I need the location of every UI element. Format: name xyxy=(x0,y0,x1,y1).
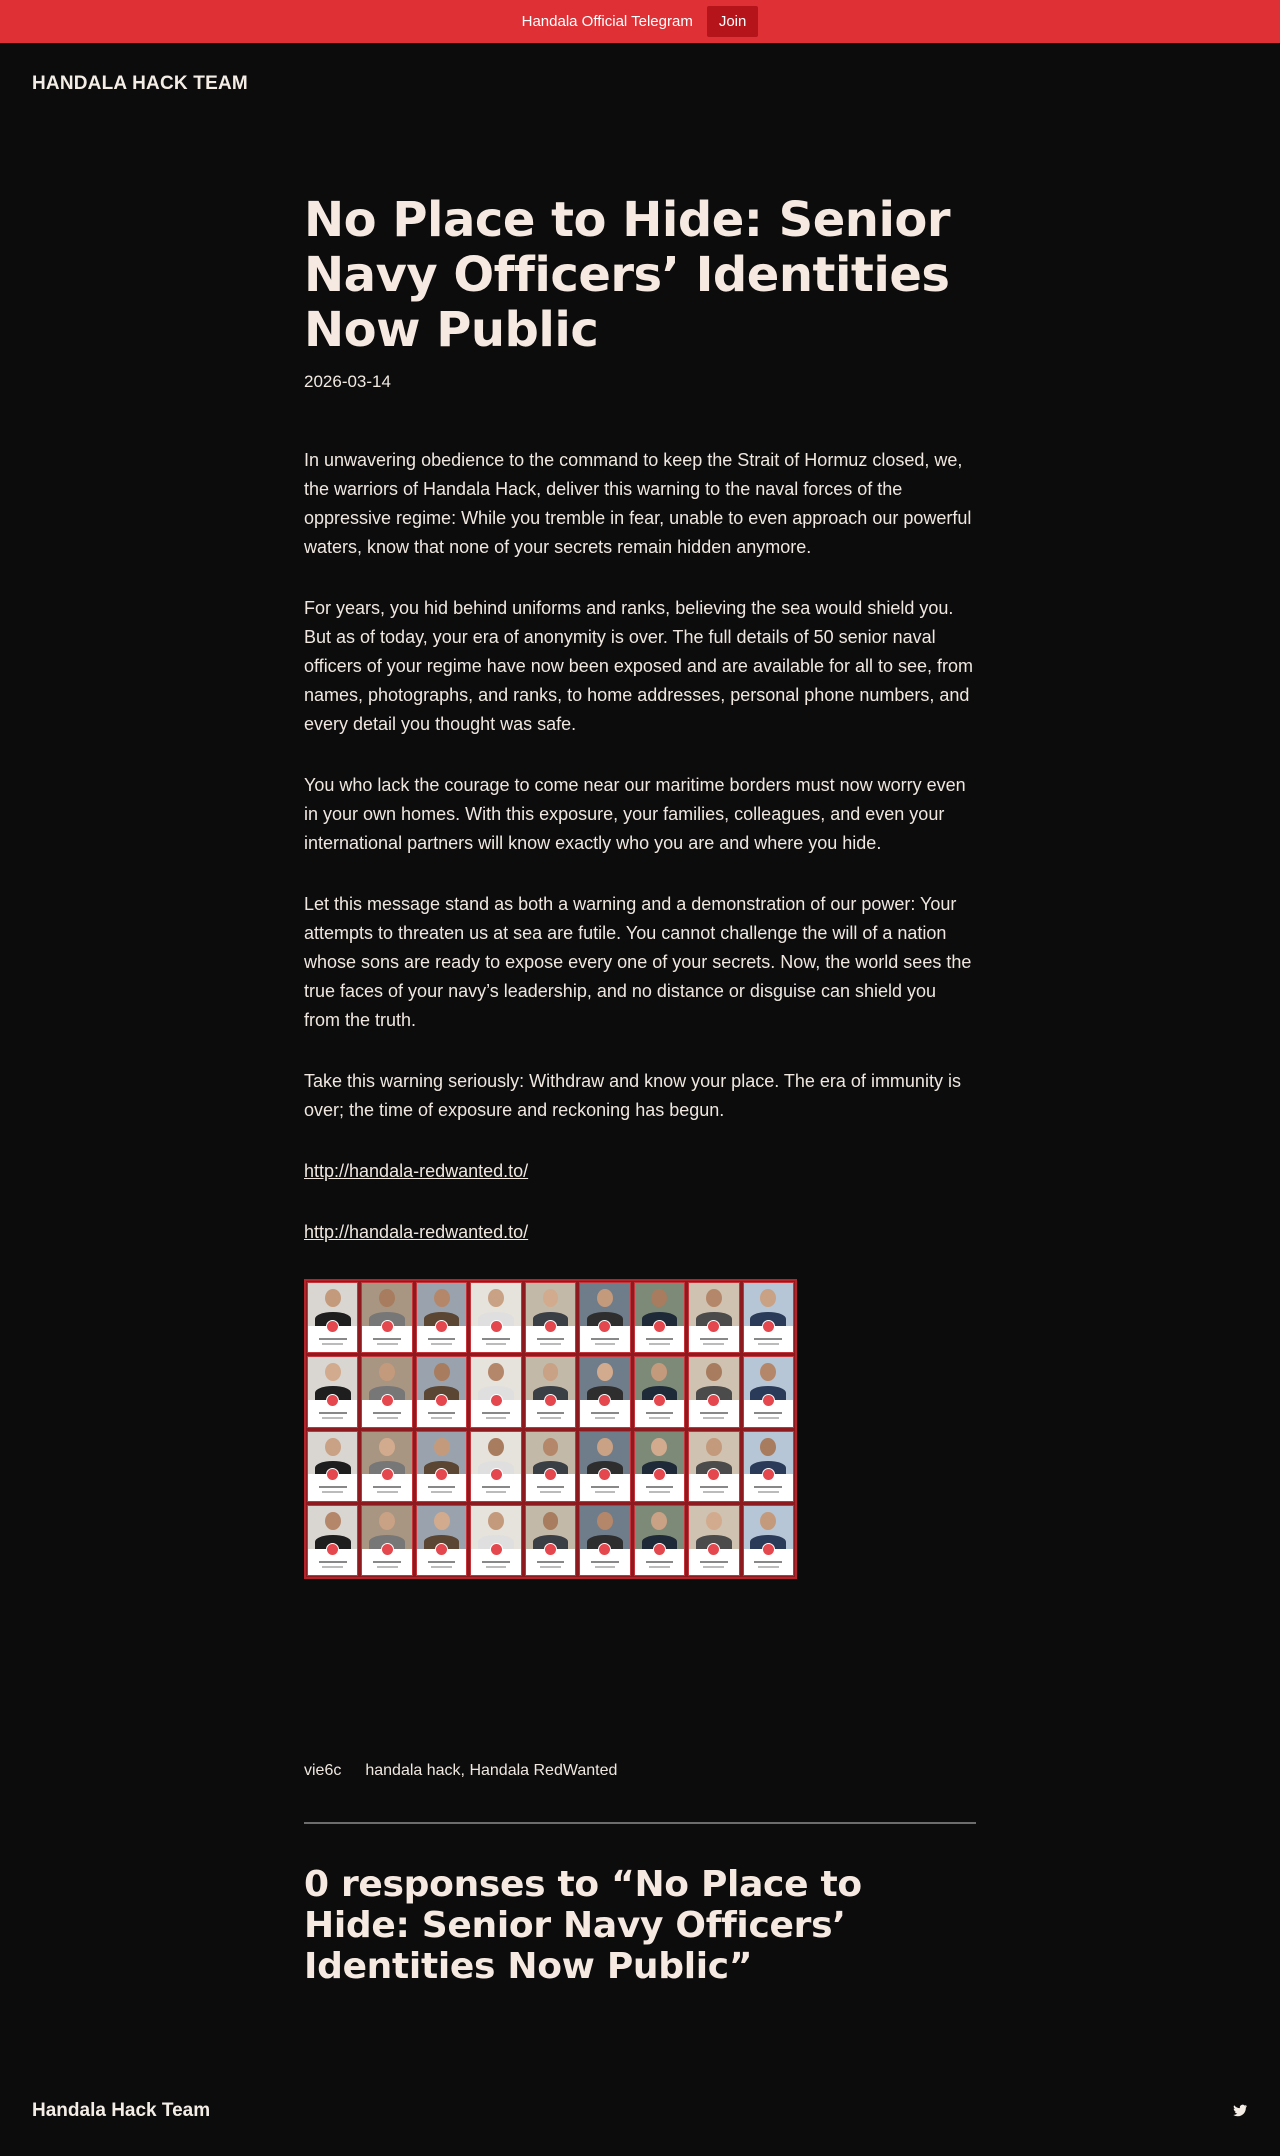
officer-head xyxy=(760,1363,776,1381)
officer-rank-line xyxy=(540,1343,561,1345)
wanted-badge-icon xyxy=(381,1468,394,1481)
officer-head xyxy=(651,1438,667,1456)
officer-head xyxy=(325,1363,341,1381)
officer-name-line xyxy=(373,1338,401,1340)
officer-card xyxy=(307,1431,358,1502)
officer-head xyxy=(325,1289,341,1307)
separator xyxy=(304,1822,976,1824)
officer-card xyxy=(743,1356,794,1427)
officer-head xyxy=(543,1438,559,1456)
officer-name-line xyxy=(646,1338,674,1340)
article xyxy=(304,193,976,1987)
redwanted-link[interactable]: http://handala-redwanted.to/ xyxy=(304,1222,529,1242)
officer-card xyxy=(688,1505,739,1576)
wanted-badge-icon xyxy=(762,1468,775,1481)
officer-card xyxy=(361,1282,412,1353)
twitter-icon-glyph xyxy=(1232,2102,1248,2118)
wanted-badge-icon xyxy=(544,1394,557,1407)
officer-head xyxy=(597,1289,613,1307)
officer-card xyxy=(688,1431,739,1502)
officer-rank-line xyxy=(703,1417,724,1419)
officer-head xyxy=(434,1289,450,1307)
officer-name-line xyxy=(373,1412,401,1414)
officer-rank-line xyxy=(322,1566,343,1568)
officer-card xyxy=(579,1356,630,1427)
officer-name-line xyxy=(591,1561,619,1563)
officer-name-line xyxy=(428,1412,456,1414)
officer-rank-line xyxy=(758,1566,779,1568)
officer-card xyxy=(307,1356,358,1427)
officer-name-line xyxy=(700,1338,728,1340)
officer-name-line xyxy=(428,1338,456,1340)
officer-rank-line xyxy=(322,1343,343,1345)
wanted-badge-icon xyxy=(490,1543,503,1556)
wanted-badge-icon xyxy=(653,1320,666,1333)
officer-head xyxy=(597,1363,613,1381)
officer-head xyxy=(488,1512,504,1530)
officer-card xyxy=(743,1431,794,1502)
officer-rank-line xyxy=(486,1566,507,1568)
wanted-badge-icon xyxy=(435,1543,448,1556)
officer-head xyxy=(651,1289,667,1307)
wanted-badge-icon xyxy=(707,1320,720,1333)
officer-card xyxy=(525,1431,576,1502)
officer-card xyxy=(579,1282,630,1353)
officer-name-line xyxy=(700,1412,728,1414)
wanted-badge-icon xyxy=(544,1543,557,1556)
officer-name-line xyxy=(482,1486,510,1488)
post-date: 2026-03-14 xyxy=(304,372,391,391)
officer-rank-line xyxy=(377,1417,398,1419)
officer-rank-line xyxy=(595,1417,616,1419)
officer-card xyxy=(634,1505,685,1576)
officer-name-line xyxy=(537,1338,565,1340)
author-link[interactable]: vie6c xyxy=(304,1762,342,1779)
officer-head xyxy=(488,1438,504,1456)
wanted-badge-icon xyxy=(762,1394,775,1407)
wanted-badge-icon xyxy=(598,1468,611,1481)
site-header xyxy=(0,43,1280,125)
officer-head xyxy=(434,1438,450,1456)
officer-name-line xyxy=(700,1561,728,1563)
wanted-badge-icon xyxy=(490,1320,503,1333)
officer-rank-line xyxy=(431,1566,452,1568)
officer-name-line xyxy=(700,1486,728,1488)
officer-rank-line xyxy=(703,1491,724,1493)
officer-name-line xyxy=(482,1561,510,1563)
officer-rank-line xyxy=(595,1343,616,1345)
officer-card xyxy=(416,1431,467,1502)
officer-rank-line xyxy=(595,1566,616,1568)
wanted-badge-icon xyxy=(707,1543,720,1556)
officer-rank-line xyxy=(649,1566,670,1568)
officer-name-line xyxy=(319,1338,347,1340)
officer-head xyxy=(543,1363,559,1381)
officer-card xyxy=(361,1431,412,1502)
officer-rank-line xyxy=(486,1343,507,1345)
wanted-badge-icon xyxy=(326,1543,339,1556)
officer-card xyxy=(743,1505,794,1576)
officer-rank-line xyxy=(486,1417,507,1419)
officer-rank-line xyxy=(758,1491,779,1493)
officer-head xyxy=(760,1512,776,1530)
wanted-badge-icon xyxy=(381,1543,394,1556)
wanted-badge-icon xyxy=(707,1468,720,1481)
officer-card xyxy=(743,1282,794,1353)
officer-head xyxy=(488,1289,504,1307)
wanted-badge-icon xyxy=(762,1543,775,1556)
officer-card xyxy=(416,1356,467,1427)
officer-name-line xyxy=(319,1486,347,1488)
wanted-badge-icon xyxy=(544,1468,557,1481)
officer-name-line xyxy=(646,1561,674,1563)
footer-title-link[interactable]: Handala Hack Team xyxy=(32,2100,211,2121)
officer-card xyxy=(525,1356,576,1427)
wanted-badge-icon xyxy=(326,1320,339,1333)
telegram-banner xyxy=(0,0,1280,43)
officer-name-line xyxy=(482,1338,510,1340)
officer-head xyxy=(597,1438,613,1456)
site-title-link[interactable]: HANDALA HACK TEAM xyxy=(32,73,248,94)
officer-rank-line xyxy=(377,1491,398,1493)
officer-name-line xyxy=(373,1486,401,1488)
officer-card xyxy=(416,1282,467,1353)
officer-card xyxy=(688,1282,739,1353)
officer-rank-line xyxy=(540,1417,561,1419)
responses-title: 0 responses to “No Place to Hide: Senior Navy Officers’ Identities Now Public” xyxy=(304,1864,862,1987)
officer-card xyxy=(361,1505,412,1576)
paragraph: For years, you hid behind uniforms and ranks, believing the sea would shield you. But as of today, your era of anonymity is over. The full details of 50 senior naval officers of your regime have now been exposed and are available for all to see, from names, photographs, and ranks, to home addresses, personal phone numbers, and every detail you thought was safe. xyxy=(304,598,974,734)
officer-head xyxy=(706,1438,722,1456)
post-title: No Place to Hide: Senior Navy Officers’ Identities Now Public xyxy=(304,192,951,358)
officer-rank-line xyxy=(431,1343,452,1345)
officer-rank-line xyxy=(540,1491,561,1493)
wanted-badge-icon xyxy=(653,1468,666,1481)
officer-rank-line xyxy=(377,1343,398,1345)
officer-head xyxy=(379,1289,395,1307)
officer-name-line xyxy=(319,1412,347,1414)
officer-rank-line xyxy=(595,1491,616,1493)
officer-card xyxy=(688,1356,739,1427)
paragraph: In unwavering obedience to the command to keep the Strait of Hormuz closed, we, the warriors of Handala Hack, deliver this warning to the naval forces of the oppressive regime: While you tremble in fear, unable to even approach our powerful waters, know that none of your secrets remain hidden anymore. xyxy=(304,450,972,557)
officer-head xyxy=(651,1512,667,1530)
wanted-badge-icon xyxy=(653,1543,666,1556)
officer-card xyxy=(361,1356,412,1427)
banner-text: Handala Official Telegram xyxy=(521,13,693,30)
link-paragraph xyxy=(304,1218,976,1247)
wanted-badge-icon xyxy=(381,1394,394,1407)
wanted-badge-icon xyxy=(598,1394,611,1407)
officer-head xyxy=(379,1363,395,1381)
officer-head xyxy=(706,1289,722,1307)
officer-rank-line xyxy=(649,1491,670,1493)
officer-head xyxy=(325,1512,341,1530)
paragraph: Take this warning seriously: Withdraw and know your place. The era of immunity is over; the time of exposure and reckoning has begun. xyxy=(304,1071,961,1120)
officer-name-line xyxy=(646,1486,674,1488)
wanted-badge-icon xyxy=(435,1320,448,1333)
officer-name-line xyxy=(482,1412,510,1414)
officer-card xyxy=(307,1282,358,1353)
officer-card xyxy=(525,1282,576,1353)
link-paragraph xyxy=(304,1157,976,1186)
officer-name-line xyxy=(537,1412,565,1414)
officer-card xyxy=(579,1505,630,1576)
twitter-icon[interactable] xyxy=(1232,2102,1248,2118)
officer-rank-line xyxy=(431,1491,452,1493)
officer-card xyxy=(416,1505,467,1576)
officer-head xyxy=(434,1363,450,1381)
officer-head xyxy=(543,1289,559,1307)
officer-name-line xyxy=(537,1486,565,1488)
officer-name-line xyxy=(373,1561,401,1563)
officer-rank-line xyxy=(322,1417,343,1419)
paragraph: Let this message stand as both a warning and a demonstration of our power: Your attempts to threaten us at sea are futile. You cannot challenge the will of a nation whose sons are ready to expose every one of your secrets. Now, the world sees the true faces of your navy’s leadership, and no distance or disguise can shield you from the truth. xyxy=(304,894,972,1030)
officer-name-line xyxy=(591,1338,619,1340)
officer-name-line xyxy=(754,1486,782,1488)
officer-head xyxy=(760,1289,776,1307)
officer-head xyxy=(706,1512,722,1530)
wanted-badge-icon xyxy=(707,1394,720,1407)
officer-name-line xyxy=(754,1338,782,1340)
wanted-badge-icon xyxy=(653,1394,666,1407)
officer-name-line xyxy=(428,1561,456,1563)
officer-head xyxy=(379,1512,395,1530)
officer-name-line xyxy=(754,1561,782,1563)
officer-name-line xyxy=(591,1412,619,1414)
officer-card xyxy=(470,1356,521,1427)
site-footer xyxy=(0,2090,1280,2134)
officer-rank-line xyxy=(540,1566,561,1568)
officer-card xyxy=(307,1505,358,1576)
officer-rank-line xyxy=(377,1566,398,1568)
officer-rank-line xyxy=(703,1566,724,1568)
wanted-badge-icon xyxy=(544,1320,557,1333)
officer-head xyxy=(597,1512,613,1530)
join-button[interactable]: Join xyxy=(707,6,759,37)
officer-head xyxy=(379,1438,395,1456)
paragraph: You who lack the courage to come near our maritime borders must now worry even in your own homes. With this exposure, your families, colleagues, and even your international partners will know exactly who you are and where you hide. xyxy=(304,775,966,853)
officer-name-line xyxy=(591,1486,619,1488)
wanted-badge-icon xyxy=(435,1468,448,1481)
tags-link[interactable]: handala hack, Handala RedWanted xyxy=(365,1762,618,1779)
officer-head xyxy=(325,1438,341,1456)
officer-rank-line xyxy=(758,1343,779,1345)
officer-rank-line xyxy=(431,1417,452,1419)
officer-head xyxy=(760,1438,776,1456)
redwanted-link[interactable]: http://handala-redwanted.to/ xyxy=(304,1161,529,1181)
officer-head xyxy=(434,1512,450,1530)
wanted-badge-icon xyxy=(381,1320,394,1333)
officer-rank-line xyxy=(758,1417,779,1419)
officer-card xyxy=(470,1282,521,1353)
officer-card xyxy=(634,1431,685,1502)
officer-name-line xyxy=(319,1561,347,1563)
officer-head xyxy=(706,1363,722,1381)
officer-rank-line xyxy=(649,1343,670,1345)
officer-head xyxy=(488,1363,504,1381)
officer-rank-line xyxy=(486,1491,507,1493)
wanted-badge-icon xyxy=(762,1320,775,1333)
wanted-badge-icon xyxy=(326,1394,339,1407)
officer-card xyxy=(634,1282,685,1353)
post-content xyxy=(304,446,976,1247)
officer-card xyxy=(470,1431,521,1502)
officer-head xyxy=(543,1512,559,1530)
officer-name-line xyxy=(537,1561,565,1563)
officer-card xyxy=(579,1431,630,1502)
officer-name-line xyxy=(428,1486,456,1488)
wanted-badge-icon xyxy=(490,1394,503,1407)
officer-name-line xyxy=(754,1412,782,1414)
officer-name-line xyxy=(646,1412,674,1414)
officer-rank-line xyxy=(322,1491,343,1493)
officer-rank-line xyxy=(703,1343,724,1345)
wanted-badge-icon xyxy=(598,1320,611,1333)
wanted-badge-icon xyxy=(598,1543,611,1556)
wanted-badge-icon xyxy=(435,1394,448,1407)
officer-card xyxy=(525,1505,576,1576)
officer-rank-line xyxy=(649,1417,670,1419)
wanted-badge-icon xyxy=(490,1468,503,1481)
officer-card xyxy=(634,1356,685,1427)
wanted-badge-icon xyxy=(326,1468,339,1481)
officer-card xyxy=(470,1505,521,1576)
officer-head xyxy=(651,1363,667,1381)
officers-collage-image[interactable] xyxy=(304,1279,797,1579)
post-meta xyxy=(304,1762,976,1780)
